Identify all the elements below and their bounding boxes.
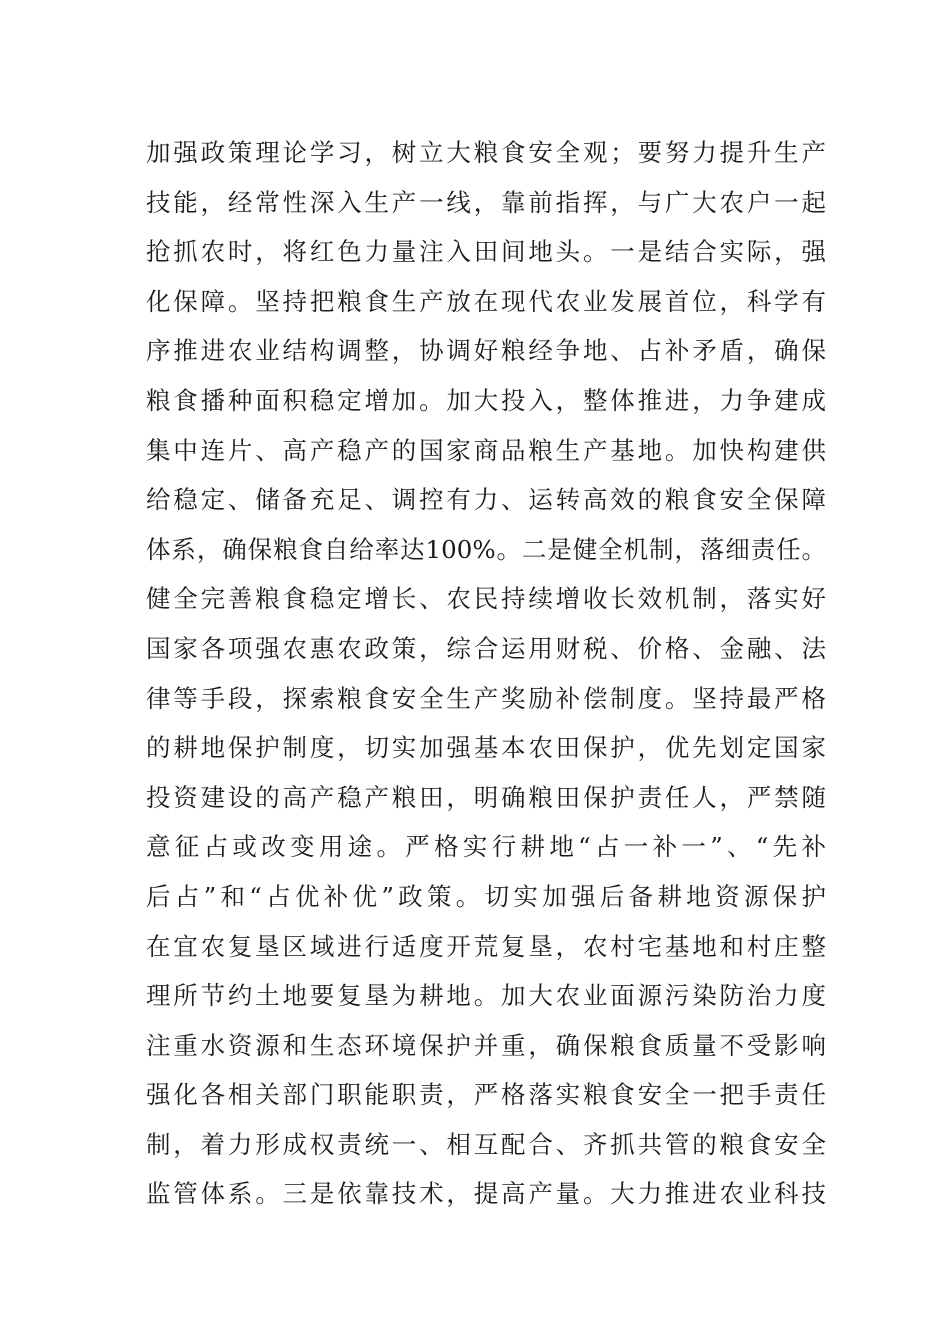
text-line-11: 国家各项强农惠农政策，综合运用财税、价格、金融、法 <box>146 633 826 663</box>
text-line-9: 体系，确保粮食自给率达100%。二是健全机制，落细责任。 <box>146 534 826 564</box>
text-line-4: 化保障。坚持把粮食生产放在现代农业发展首位，科学有 <box>146 286 826 316</box>
text-line-10: 健全完善粮食稳定增长、农民持续增收长效机制，落实好 <box>146 584 826 614</box>
text-line-5: 序推进农业结构调整，协调好粮经争地、占补矛盾，确保 <box>146 336 826 366</box>
text-line-16: 后占”和“占优补优”政策。切实加强后备耕地资源保护 <box>146 881 826 911</box>
text-line-8: 给稳定、储备充足、调控有力、运转高效的粮食安全保障 <box>146 485 826 515</box>
text-line-17: 在宜农复垦区域进行适度开荒复垦，农村宅基地和村庄整 <box>146 931 826 961</box>
text-line-2: 技能，经常性深入生产一线，靠前指挥，与广大农户一起 <box>146 187 826 217</box>
text-line-1: 加强政策理论学习，树立大粮食安全观；要努力提升生产 <box>146 138 826 167</box>
text-line-15: 意征占或改变用途。严格实行耕地“占一补一”、“先补 <box>146 832 826 862</box>
text-line-18: 理所节约土地要复垦为耕地。加大农业面源污染防治力度 <box>146 981 826 1011</box>
text-line-12: 律等手段，探索粮食安全生产奖励补偿制度。坚持最严格 <box>146 683 826 713</box>
text-line-6: 粮食播种面积稳定增加。加大投入，整体推进，力争建成 <box>146 385 826 415</box>
text-line-20: 强化各相关部门职能职责，严格落实粮食安全一把手责任 <box>146 1080 826 1110</box>
text-line-13: 的耕地保护制度，切实加强基本农田保护，优先划定国家 <box>146 733 826 763</box>
text-line-19: 注重水资源和生态环境保护并重，确保粮食质量不受影响 <box>146 1030 826 1060</box>
text-line-22: 监管体系。三是依靠技术，提高产量。大力推进农业科技 <box>146 1179 826 1209</box>
text-line-21: 制，着力形成权责统一、相互配合、齐抓共管的粮食安全 <box>146 1129 826 1159</box>
text-line-7: 集中连片、高产稳产的国家商品粮生产基地。加快构建供 <box>146 435 826 465</box>
text-line-3: 抢抓农时，将红色力量注入田间地头。一是结合实际，强 <box>146 237 826 267</box>
text-line-14: 投资建设的高产稳产粮田，明确粮田保护责任人，严禁随 <box>146 782 826 812</box>
body-paragraph <box>146 128 826 1219</box>
